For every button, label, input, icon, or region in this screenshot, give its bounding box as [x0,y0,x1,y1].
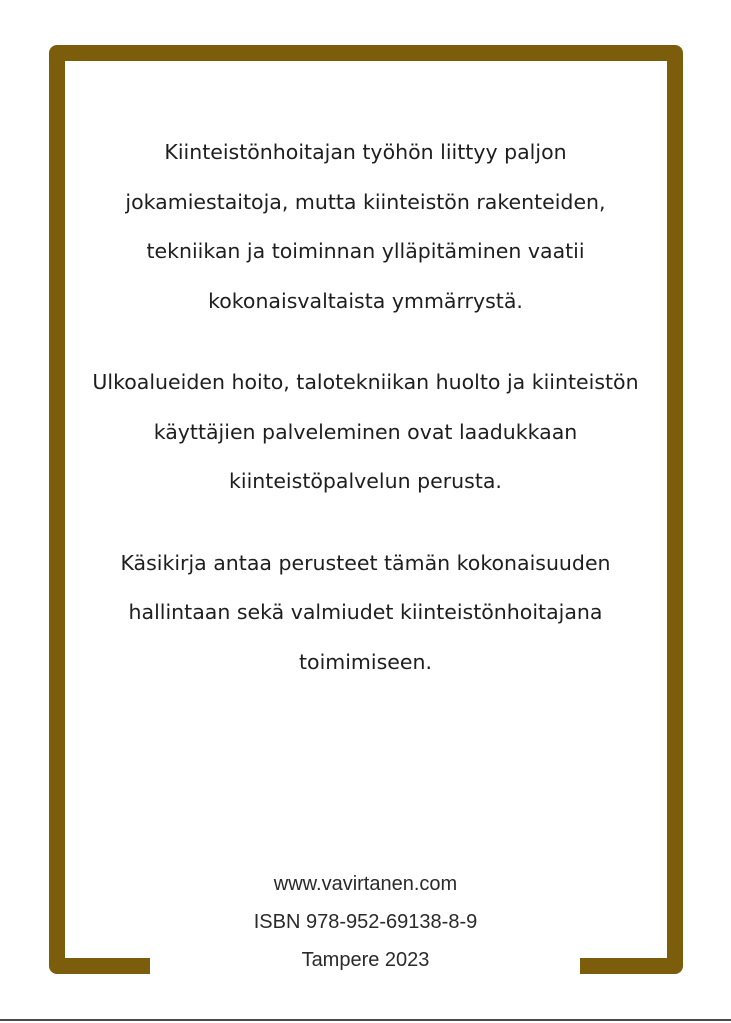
page-edge-line [0,1019,731,1021]
publication-info [150,865,581,979]
blurb-paragraph-2: Ulkoalueiden hoito, talotekniikan huolto ja kiinteistön käyttäjien palveleminen ovat laadukkaan kiinteistöpalvelun perusta. [92,370,639,493]
blurb [80,128,651,719]
isbn-text: ISBN 978-952-69138-8-9 [253,911,478,933]
blurb-paragraph-3: Käsikirja antaa perusteet tämän kokonaisuuden hallintaan sekä valmiudet kiinteistönhoitajana toimimiseen. [120,550,611,674]
place-year-text: Tampere 2023 [301,949,430,971]
blurb-paragraph-1: Kiinteistönhoitajan työhön liittyy paljon jokamiestaitoja, mutta kiinteistön rakenteiden, tekniikan ja toiminnan ylläpitäminen vaatii kokonaisvaltaista ymmärrystä. [125,140,606,313]
website-link[interactable]: www.vavirtanen.com [273,873,458,895]
